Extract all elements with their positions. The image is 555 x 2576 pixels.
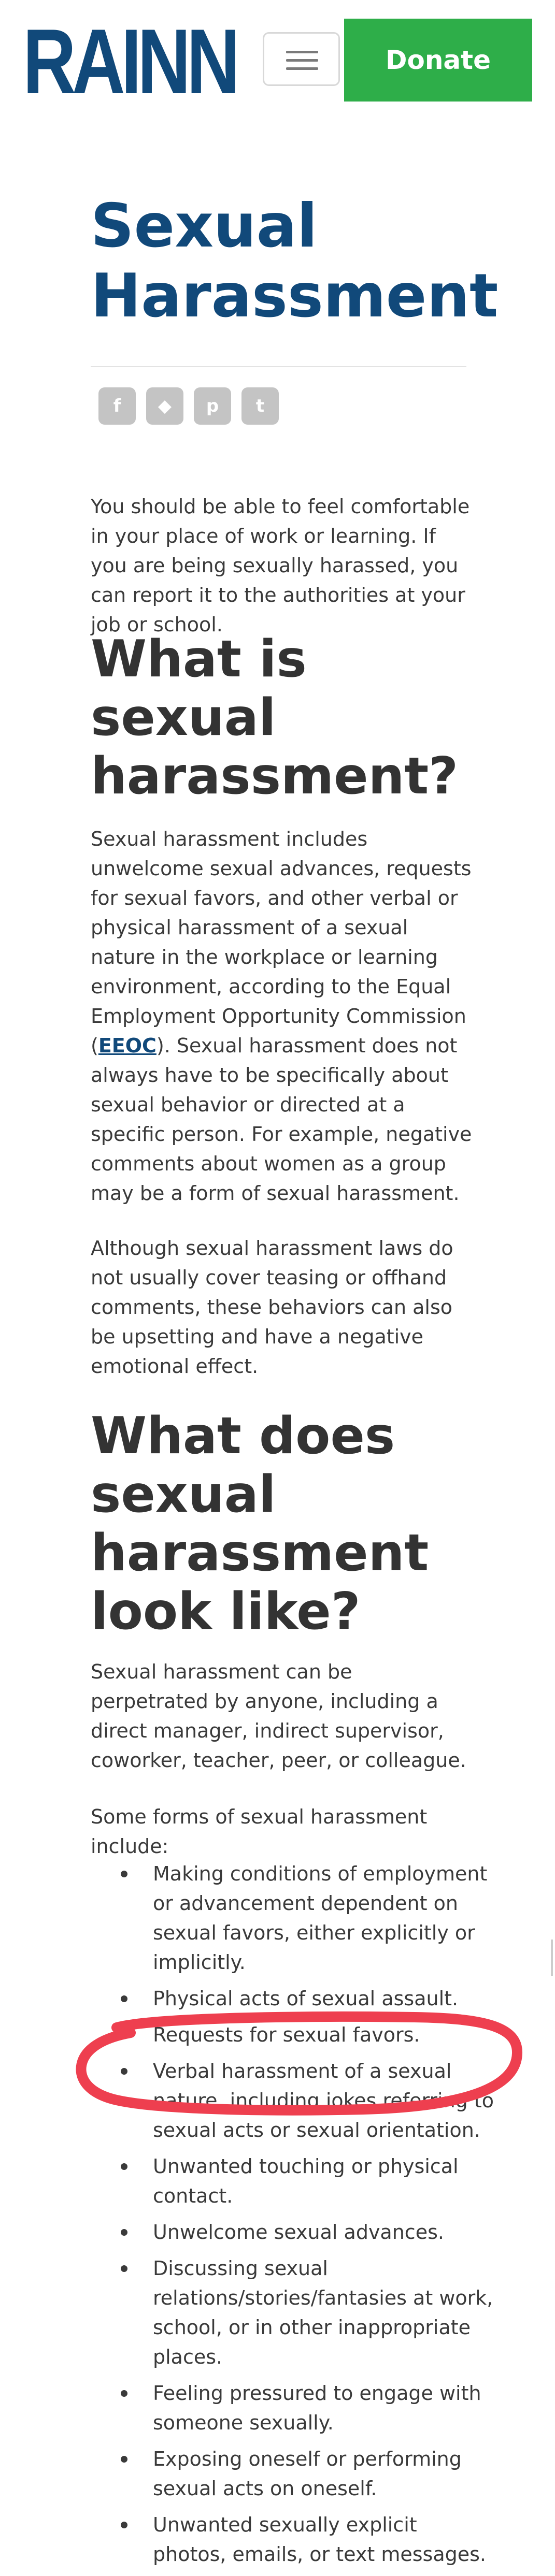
definition-text: Sexual harassment includes unwelcome sexual advances, requests for sexual favors, and other verbal or physical harassment of a sexual nature in the workplace or learning environment, according to the Equal Employment Opportunity Commission ( xyxy=(91,828,472,1057)
list-item xyxy=(91,1984,495,2014)
list-item xyxy=(91,2020,495,2050)
twitter-icon[interactable]: ◆ xyxy=(146,387,183,425)
list-item xyxy=(91,2510,495,2569)
bullet-icon xyxy=(121,2229,127,2236)
forms-list xyxy=(91,1859,495,2576)
bullet-icon xyxy=(121,2068,127,2075)
list-item xyxy=(91,2152,495,2211)
forms-intro: Some forms of sexual harassment include: xyxy=(91,1805,428,1858)
perpetrators-paragraph: Sexual harassment can be perpetrated by anyone, including a direct manager, indirect supervisor, coworker, teacher, peer, or colleague. xyxy=(91,1660,466,1772)
title-divider xyxy=(91,366,466,367)
tumblr-icon[interactable]: t xyxy=(241,387,279,425)
bullet-icon xyxy=(121,2390,127,2397)
list-item xyxy=(91,2379,495,2438)
donate-button[interactable]: Donate xyxy=(344,19,532,102)
eeoc-link[interactable]: EEOC xyxy=(98,1034,156,1057)
hamburger-menu-icon xyxy=(286,51,318,53)
list-item xyxy=(91,1859,495,1977)
laws-paragraph: Although sexual harassment laws do not usually cover teasing or offhand comments, these behaviors can also be upsetting and have a negative emotional effect. xyxy=(91,1237,453,1378)
list-item xyxy=(91,2444,495,2503)
list-item-text: Verbal harassment of a sexual nature, including jokes referring to sexual acts or sexual orientation. xyxy=(153,2060,494,2141)
list-item xyxy=(91,2218,495,2247)
list-item xyxy=(91,2254,495,2372)
share-buttons xyxy=(98,387,279,425)
pinterest-icon[interactable]: p xyxy=(194,387,231,425)
list-item-text: Unwanted sexually explicit photos, emails, or text messages. xyxy=(153,2513,486,2566)
list-item-text: Unwelcome sexual advances. xyxy=(153,2221,444,2244)
bullet-icon xyxy=(121,1871,127,1877)
page-title: Sexual Harassment xyxy=(91,191,499,331)
section-heading-what-is: What is sexual harassment? xyxy=(91,630,459,806)
list-item-text: Exposing oneself or performing sexual acts on oneself. xyxy=(153,2448,462,2500)
list-item-text: Discussing sexual relations/stories/fantasies at work, school, or in other inappropriate places. xyxy=(153,2257,493,2368)
bullet-icon xyxy=(121,1995,127,2002)
bullet-icon xyxy=(121,2522,127,2528)
hamburger-menu-icon-bar xyxy=(286,67,318,70)
facebook-icon[interactable]: f xyxy=(98,387,136,425)
scroll-indicator xyxy=(551,1940,553,1976)
section-heading-look-like: What does sexual harassment look like? xyxy=(91,1407,429,1641)
definition-paragraph xyxy=(91,824,474,1208)
bullet-icon xyxy=(121,2456,127,2463)
bullet-icon xyxy=(121,2265,127,2272)
list-item-text: Physical acts of sexual assault. xyxy=(153,1987,459,2010)
list-item-text: Making conditions of employment or advancement dependent on sexual favors, either explicitly or implicitly. xyxy=(153,1862,488,1974)
list-item xyxy=(91,2057,495,2145)
intro-paragraph: You should be able to feel comfortable in your place of work or learning. If you are being sexually harassed, you can report it to the authorities at your job or school. xyxy=(91,495,470,636)
site-header xyxy=(0,0,555,119)
bullet-icon xyxy=(121,2163,127,2170)
list-item-text: Requests for sexual favors. xyxy=(153,2023,420,2046)
definition-text-cont: ). Sexual harassment does not always have to be specifically about sexual behavior or directed at a specific person. For example, negative comments about women as a group may be a form of sexual harassment. xyxy=(91,1034,472,1205)
menu-button[interactable] xyxy=(263,32,340,86)
list-item-text: Feeling pressured to engage with someone sexually. xyxy=(153,2382,481,2434)
list-item-text: Unwanted touching or physical contact. xyxy=(153,2155,459,2207)
hamburger-menu-icon-bar xyxy=(286,59,318,62)
bullet-icon xyxy=(121,2032,127,2038)
rainn-logo[interactable]: RAINN xyxy=(23,10,236,113)
